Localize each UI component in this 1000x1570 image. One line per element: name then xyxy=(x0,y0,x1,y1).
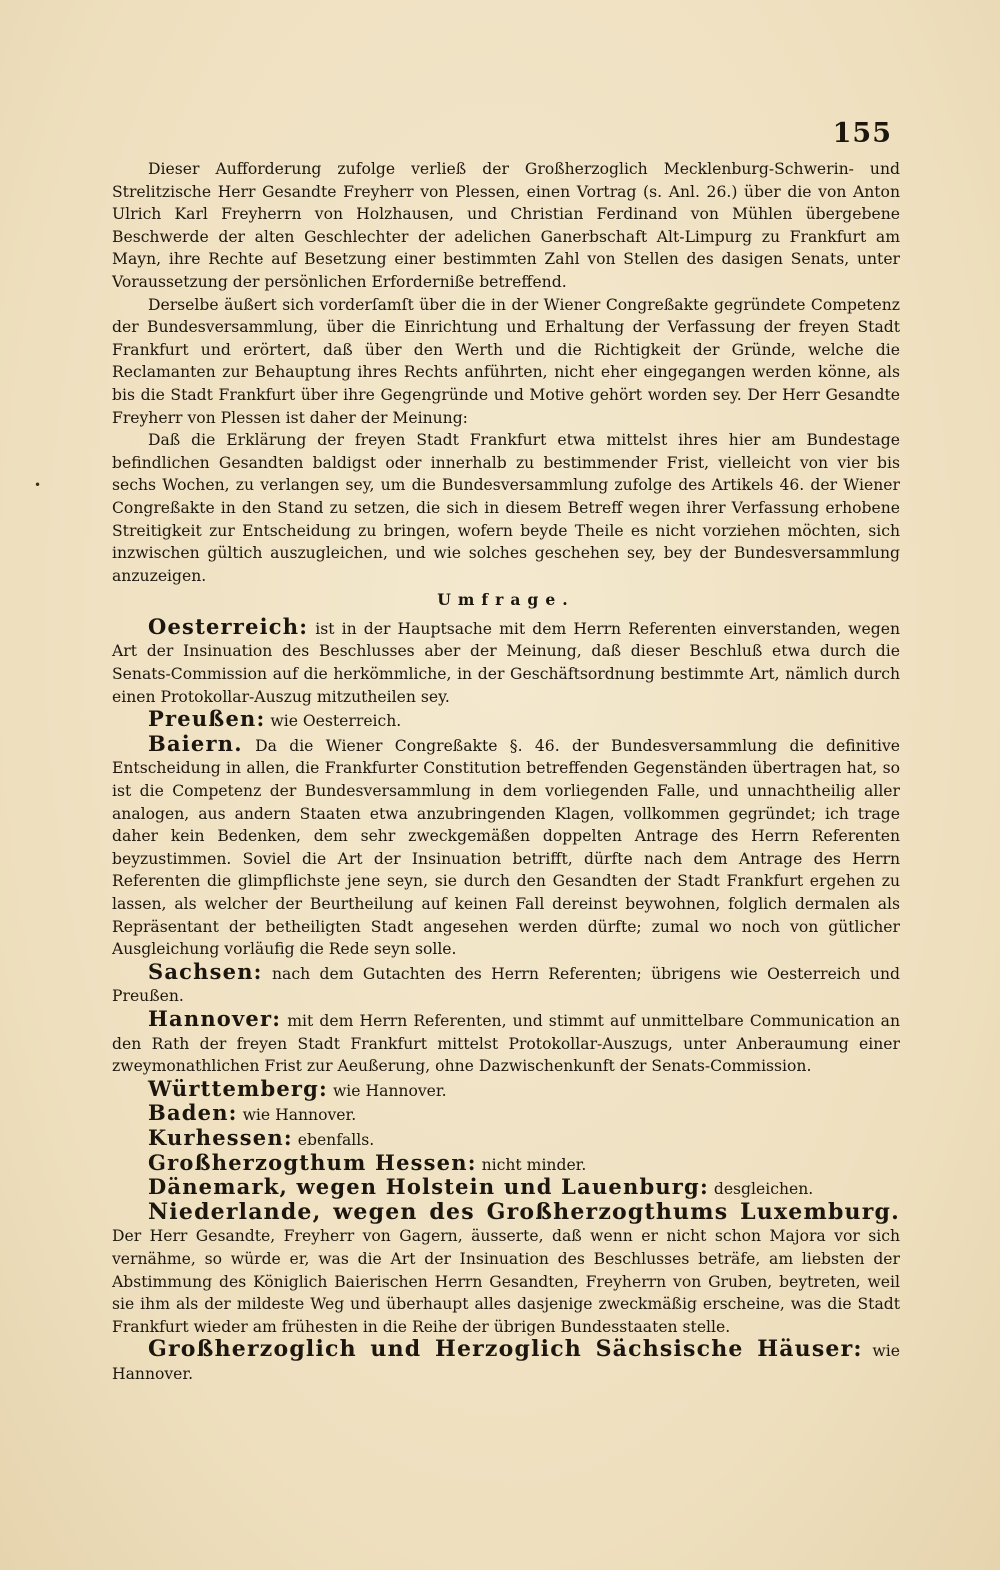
state-name: Preußen: xyxy=(148,706,266,732)
vote-hannover xyxy=(112,1005,900,1078)
vote-oesterreich xyxy=(112,613,900,708)
vote-text: nicht minder. xyxy=(476,1155,587,1174)
paragraph-proposal: Daß die Erklärung der freyen Stadt Frankfurt etwa mittelst ihres hier am Bundestage befindlichen Gesandten baldigst oder innerhalb zu bestimmender Frist, vielleicht von vier bis sechs Wochen, zu verlangen sey, um die Bundesversammlung zufolge des Artikels 46. der Wiener Congreßakte in den Stand zu setzen, die sich in diesem Betreff wegen ihrer Verfassung erhobene Streitigkeit zur Entscheidung zu bringen, wofern beyde Theile es nicht vorziehen möchten, sich inzwischen gültich auszugleichen, und wie solches geschehen sey, bey der Bundesversammlung anzuzeigen. xyxy=(112,431,900,585)
state-name: Baiern. xyxy=(148,730,243,756)
page-number: 155 xyxy=(832,118,892,149)
state-name: Großherzogthum Hessen: xyxy=(148,1149,477,1175)
vote-text: wie Hannover. xyxy=(237,1106,357,1125)
vote-text: nach dem Gutachten des Herrn Referenten; übrigens wie Oesterreich und Preußen. xyxy=(112,964,900,1006)
vote-text: wie Hannover. xyxy=(112,1342,900,1383)
vote-baden xyxy=(112,1102,900,1127)
vote-text: Der Herr Gesandte, Freyherr von Gagern, äusserte, daß wenn er nicht schon Majora vor sich vernähme, so würde er, was die Art der Insinuation des Beschlusses beträfe, am liebsten der Abstimmung des Königlich Baierischen Herrn Gesandten, Freyherrn von Gruben, beytreten, weil sie ihm als der mildeste Weg und überhaupt alles dasjenige zweckmäßig erscheine, was die Stadt Frankfurt wieder am frühesten in die Reihe der übrigen Bundesstaaten stelle. xyxy=(112,1227,900,1336)
state-name: Württemberg: xyxy=(148,1075,328,1101)
vote-text: Da die Wiener Congreßakte §. 46. der Bundesversammlung die definitive Entscheidung in allen, die Frankfurter Constitution betreffenden Gegenständen übertragen hat, so ist die Competenz der Bundesversammlung in dem vorliegenden Falle, und unnachtheilig aller analogen, aus andern Staaten etwa anzubringenden Klagen, vollkommen gegründet; ich trage daher kein Bedenken, dem sehr zweckgemäßen doppelten Antrage des Herrn Referenten beyzustimmen. Soviel die Art der Insinuation betrifft, dürfte nach dem Antrage des Herrn Referenten die glimpflichste jene seyn, sie durch den Gesandten der Stadt Frankfurt ergehen zu lassen, als welcher der Beurtheilung auf keinen Fall dereinst beywohnen, folglich dermalen als Repräsentant der betheiligten Stadt angesehen werden dürfte; zumal wo noch von gütlicher Ausgleichung vorläufig die Rede seyn solle. xyxy=(112,736,900,959)
paragraph-report: Derselbe äußert sich vorderſamſt über die in der Wiener Congreßakte gegründete Competenz der Bundesversammlung, über die Einrichtung und Erhaltung der Verfassung der freyen Stadt Frankfurt und erörtert, daß über den Werth und die Richtigkeit der Gründe, welche die Reclamanten zur Behauptung ihres Rechts anführten, nicht eher eingegangen werden könne, als bis die Stadt Frankfurt über ihre Gegengründe und Motive gehört worden sey. Der Herr Gesandte Freyherr von Plessen ist daher der Meinung: xyxy=(112,295,900,427)
state-name: Baden: xyxy=(148,1100,238,1126)
vote-wuerttemberg xyxy=(112,1075,900,1103)
vote-daenemark xyxy=(112,1176,900,1201)
state-name: Dänemark, wegen Holstein und Lauenburg: xyxy=(148,1174,709,1200)
vote-niederlande xyxy=(112,1198,900,1339)
vote-text: mit dem Herrn Referenten, und stimmt auf unmittelbare Communication an den Rath der freyen Stadt Frankfurt mittelst Protokollar-Auszugs, unter Anberaumung einer zweymonathlichen Frist zur Aeußerung, ohne Dazwischenkunft der Senats-Commission. xyxy=(112,1011,900,1076)
paragraph-intro: Dieser Aufforderung zufolge verließ der Großherzoglich Mecklenburg-Schwerin- und Strelitzische Herr Gesandte Freyherr von Plessen, einen Vortrag (s. Anl. 26.) über die von Anton Ulrich Karl Freyherrn von Holzhausen, und Christian Ferdinand von Mühlen übergebene Beschwerde der alten Geschlechter der adelichen Ganerbschaft Alt-Limpurg zu Frankfurt am Mayn, ihre Rechte auf Besetzung einer bestimmten Zahl von Stellen des dasigen Senats, unter Voraussetzung der persönlichen Erforderniße betreffend. xyxy=(112,160,900,291)
vote-sachsen xyxy=(112,958,900,1008)
vote-saechsische-haeuser xyxy=(112,1338,900,1385)
vote-kurhessen xyxy=(112,1124,900,1152)
state-name: Oesterreich: xyxy=(148,613,309,639)
vote-text: desgleichen. xyxy=(708,1180,814,1199)
state-name: Kurhessen: xyxy=(148,1124,293,1150)
body-text xyxy=(112,158,900,1385)
vote-text: ebenfalls. xyxy=(292,1130,375,1149)
vote-preussen xyxy=(112,708,900,733)
state-name: Großherzoglich und Herzoglich Sächsische Häuser: xyxy=(148,1336,863,1363)
state-name: Niederlande, wegen des Großherzogthums Luxemburg. xyxy=(148,1198,900,1225)
vote-text: wie Oesterreich. xyxy=(265,712,402,731)
section-heading-umfrage: Umfrage. xyxy=(437,590,575,610)
vote-text: ist in der Hauptsache mit dem Herrn Referenten einverstanden, wegen Art der Insinuation des Beschlusses aber der Meinung, daß dieser Beschluß etwa durch die Senats-Commission auf die herkömmliche, in der Geschäftsordnung bestimmte Art, nämlich durch einen Protokollar-Auszug mitzutheilen sey. xyxy=(112,619,900,706)
vote-text: wie Hannover. xyxy=(328,1081,447,1100)
vote-grossherzogthum-hessen xyxy=(112,1149,900,1177)
vote-baiern xyxy=(112,730,900,961)
state-name: Sachsen: xyxy=(148,958,263,984)
state-name: Hannover: xyxy=(148,1005,282,1031)
margin-mark: • xyxy=(34,478,42,492)
